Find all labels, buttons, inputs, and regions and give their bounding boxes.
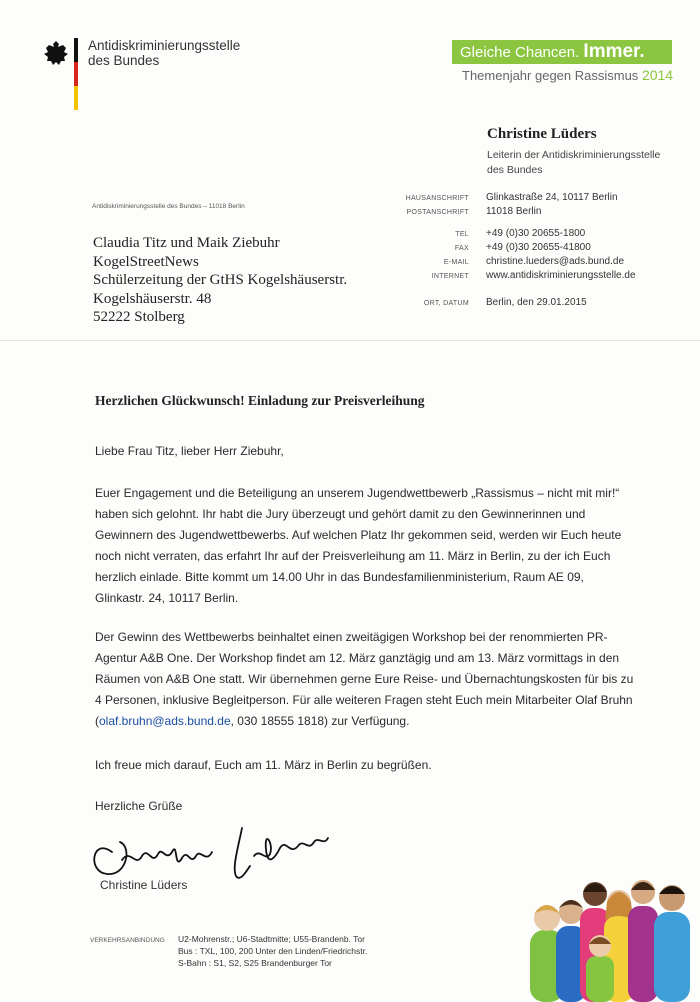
letter-subject: Herzlichen Glückwunsch! Einladung zur Preisverleihung	[95, 393, 425, 408]
value-phone: +49 (0)30 20655-1800	[486, 228, 586, 239]
campaign-prefix: Gleiche Chancen.	[460, 44, 580, 61]
campaign-subtitle-text: Themenjahr gegen Rassismus	[462, 68, 639, 83]
campaign-emphasis: Immer.	[583, 41, 645, 62]
paragraph-2	[95, 627, 655, 732]
campaign-year: 2014	[641, 67, 674, 83]
label-street-address: HAUSANSCHRIFT	[405, 195, 469, 202]
value-email: christine.lueders@ads.bund.de	[486, 256, 625, 267]
paragraph-line: herzlich einlade. Bitte kommt um 14.00 Uhr in das Bundesfamilienministerium, Raum AE 09,	[95, 570, 584, 584]
recipient-line: 52222 Stolberg	[93, 309, 185, 325]
paragraph-line: Räumen von A&B One statt. Wir übernehmen gerne Eure Reise- und Übernachtungskosten für bis zu	[95, 672, 634, 686]
person	[586, 935, 614, 1002]
recipient-line: Schülerzeitung der GtHS Kogelshäuserstr.	[93, 272, 348, 288]
sender-name: Christine Lüders	[487, 126, 597, 142]
paragraph-line: Glinkastr. 24, 10117 Berlin.	[95, 591, 239, 605]
flag-gold	[74, 86, 78, 110]
salutation: Liebe Frau Titz, lieber Herr Ziebuhr,	[95, 444, 284, 458]
value-place-date: Berlin, den 29.01.2015	[486, 297, 587, 308]
group-photo	[522, 860, 700, 1002]
label-postal-address: POSTANSCHRIFT	[406, 209, 469, 216]
value-fax: +49 (0)30 20655-41800	[486, 242, 591, 253]
label-internet: INTERNET	[431, 273, 469, 280]
label-phone: TEL	[455, 231, 469, 238]
signer-name: Christine Lüders	[100, 878, 188, 892]
label-place-date: ORT, DATUM	[423, 300, 469, 307]
label-email: E-MAIL	[443, 259, 469, 266]
transport-label: VERKEHRSANBINDUNG	[90, 937, 165, 944]
recipient-address	[93, 234, 347, 327]
paragraph-1	[95, 483, 655, 609]
agency-line-2: des Bundes	[88, 53, 160, 68]
transport-line: Bus : TXL, 100, 200 Unter den Linden/Friedrichstr.	[178, 946, 368, 956]
paragraph-line: Der Gewinn des Wettbewerbs beinhaltet einen zweitägigen Workshop bei der renommierten PR-	[95, 630, 608, 644]
transport-line: S-Bahn : S1, S2, S25 Brandenburger Tor	[178, 958, 332, 968]
recipient-line: Claudia Titz und Maik Ziebuhr	[93, 235, 280, 251]
paragraph-line: Agentur A&B One. Der Workshop findet am 12. März ganztägig und am 13. März vormittags in den	[95, 651, 620, 665]
value-internet: www.antidiskriminierungsstelle.de	[486, 270, 636, 281]
recipient-line: Kogelshäuserstr. 48	[93, 290, 212, 307]
recipient-line: KogelStreetNews	[93, 253, 199, 270]
flag-black	[74, 38, 78, 62]
contact-email-link[interactable]: olaf.bruhn@ads.bund.de	[99, 714, 231, 728]
paragraph-line: noch nicht verraten, das erfahrt Ihr auf der Preisverleihung am 11. März in Berlin, zu der ich Euch	[95, 549, 611, 563]
paragraph-line	[95, 711, 655, 732]
value-postal-address: 11018 Berlin	[486, 206, 542, 217]
agency-name	[88, 38, 240, 68]
paragraph-line: 4 Personen, inklusive Begleitperson. Für alle weiteren Fragen steht Euch mein Mitarbeiter Olaf Bruhn	[95, 693, 633, 707]
agency-line-1: Antidiskriminierungsstelle	[88, 38, 241, 53]
person	[628, 880, 658, 1002]
transport-line: U2-Mohrenstr.; U6-Stadtmitte; U55-Brandenb. Tor	[178, 934, 365, 944]
closing: Herzliche Grüße	[95, 799, 183, 813]
fold-mark	[0, 340, 700, 341]
flag-red	[74, 62, 78, 86]
campaign-logo	[452, 40, 672, 64]
return-address: Antidiskriminierungsstelle des Bundes – 11018 Berlin	[92, 203, 245, 210]
person	[654, 885, 690, 1002]
german-flag-stripe	[74, 38, 78, 110]
paren-open: (	[95, 714, 99, 728]
contact-phone-text: , 030 18555 1818) zur Verfügung.	[230, 714, 410, 728]
paragraph-line: haben sich gelohnt. Ihr habt die Jury überzeugt und gehört damit zu den Gewinnerinnen und	[95, 507, 586, 521]
federal-eagle-icon	[40, 38, 72, 70]
transport-info	[178, 933, 367, 969]
sender-title: Leiterin der Antidiskriminierungsstelle des Bundes	[487, 149, 661, 176]
campaign-subtitle	[462, 67, 673, 83]
paragraph-line: Euer Engagement und die Beteiligung an unserem Jugendwettbewerb „Rassismus – nicht mit mir!“	[95, 486, 620, 500]
paragraph-line: Gewinnern des Jugendwettbewerbs. Auf welchen Platz Ihr gekommen seid, werden wir Euch heute	[95, 528, 622, 542]
paragraph-3: Ich freue mich darauf, Euch am 11. März in Berlin zu begrüßen.	[95, 758, 432, 772]
label-fax: FAX	[454, 245, 469, 252]
value-street-address: Glinkastraße 24, 10117 Berlin	[486, 192, 618, 203]
